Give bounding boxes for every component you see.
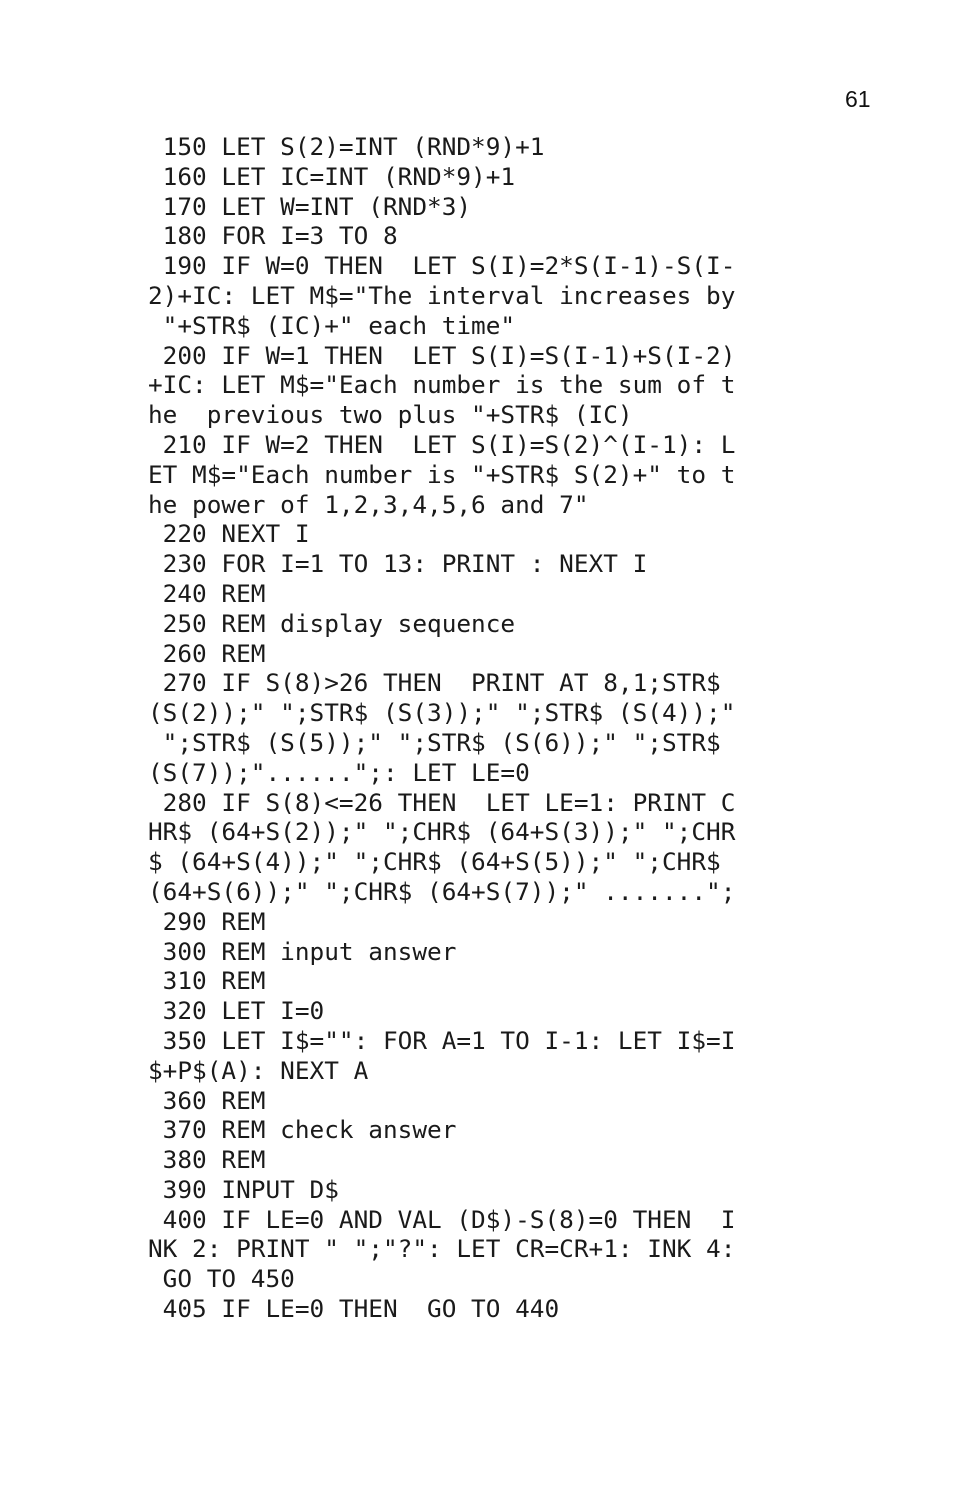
code-line: 180 FOR I=3 TO 8 [148,221,398,251]
code-line: $ (64+S(4));" ";CHR$ (64+S(5));" ";CHR$ [148,847,721,877]
code-line: 310 REM [148,966,266,996]
code-line: 260 REM [148,638,266,668]
code-line: 405 IF LE=0 THEN GO TO 440 [148,1294,560,1324]
code-line: GO TO 450 [148,1264,295,1294]
code-line: 230 FOR I=1 TO 13: PRINT : NEXT I [148,549,648,579]
code-line: +IC: LET M$="Each number is the sum of t [148,370,736,400]
code-line: 190 IF W=0 THEN LET S(I)=2*S(I-1)-S(I- [148,251,736,281]
code-line: 280 IF S(8)<=26 THEN LET LE=1: PRINT C [148,787,736,817]
code-line: 240 REM [148,578,266,608]
page-number: 61 [845,86,871,112]
code-line: 220 NEXT I [148,519,310,549]
code-line: 160 LET IC=INT (RND*9)+1 [148,161,516,191]
code-line: 150 LET S(2)=INT (RND*9)+1 [148,132,545,161]
code-line: (S(7));"......";: LET LE=0 [148,757,530,787]
code-line: 290 REM [148,906,266,936]
code-line: ET M$="Each number is "+STR$ S(2)+" to t [148,459,736,489]
code-line: "+STR$ (IC)+" each time" [148,310,516,340]
code-line: 210 IF W=2 THEN LET S(I)=S(2)^(I-1): L [148,429,736,459]
code-line: 300 REM input answer [148,936,457,966]
code-line: $+P$(A): NEXT A [148,1055,369,1085]
code-line: 350 LET I$="": FOR A=1 TO I-1: LET I$=I [148,1025,736,1055]
code-line: (64+S(6));" ";CHR$ (64+S(7));" ......."; [148,876,736,906]
code-line: HR$ (64+S(2));" ";CHR$ (64+S(3));" ";CHR [148,817,736,847]
code-line: NK 2: PRINT " ";"?": LET CR=CR+1: INK 4: [148,1234,736,1264]
code-line: 400 IF LE=0 AND VAL (D$)-S(8)=0 THEN I [148,1204,736,1234]
code-line: he previous two plus "+STR$ (IC) [148,400,633,430]
code-line: ";STR$ (S(5));" ";STR$ (S(6));" ";STR$ [148,727,721,757]
code-line: 250 REM display sequence [148,608,516,638]
code-line: 380 REM [148,1145,266,1175]
code-line: 320 LET I=0 [148,996,325,1026]
code-line: 2)+IC: LET M$="The interval increases by [148,280,736,310]
code-line: 360 REM [148,1085,266,1115]
code-line: 200 IF W=1 THEN LET S(I)=S(I-1)+S(I-2) [148,340,736,370]
code-line: (S(2));" ";STR$ (S(3));" ";STR$ (S(4));" [148,698,736,728]
code-line: 370 REM check answer [148,1115,457,1145]
code-line: 390 INPUT D$ [148,1174,339,1204]
code-line: he power of 1,2,3,4,5,6 and 7" [148,489,589,519]
code-line: 270 IF S(8)>26 THEN PRINT AT 8,1;STR$ [148,668,721,698]
code-line: 170 LET W=INT (RND*3) [148,191,472,221]
program-listing [148,132,888,1324]
